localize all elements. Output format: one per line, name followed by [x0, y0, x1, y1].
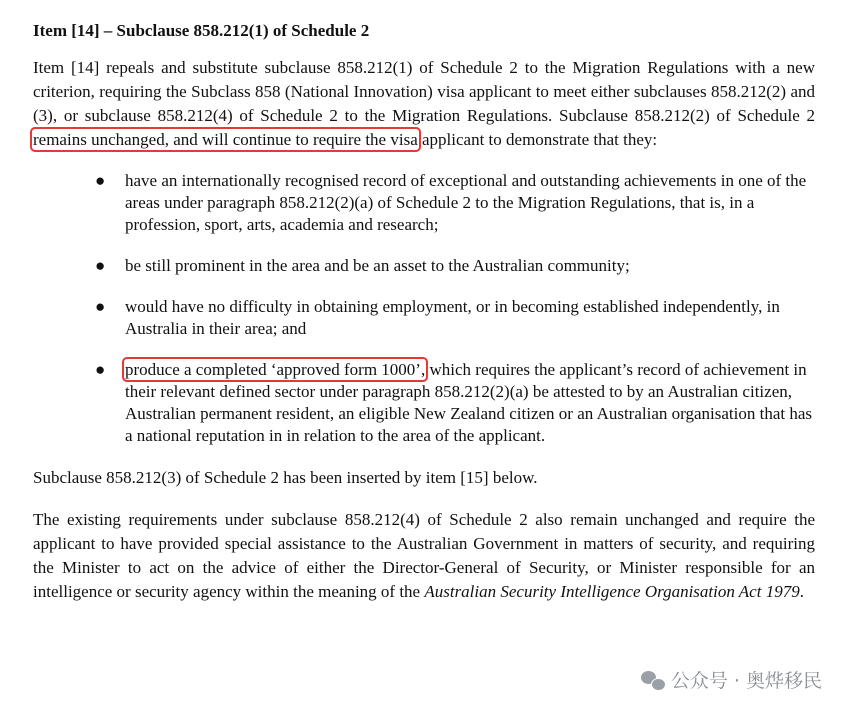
list-item [33, 255, 815, 277]
intro-text: Item [14] repeals and substitute subclause 858.212(1) of Schedule 2 to the Migration Regulations with a new criterion, requiring the Subclass 858 (National Innovation) visa applicant to meet either subclauses 858.212(2) and (3), or subclause 858.212(4) of Schedule 2 to the Migration Regulations. Subclause 858.212(2) of Schedule 2 [33, 58, 815, 125]
security-text: The existing requirements under subclause 858.212(4) of Schedule 2 also remain unchanged and require the applicant to have provided special assistance to the Australian Government in matters of security, and requiring the Minister to act on the advice of either the Director-General of Security, or Minister responsible for an intelligence or security agency within the meaning of the [33, 510, 815, 601]
section-heading: Item [14] – Subclause 858.212(1) of Schedule 2 [33, 21, 370, 40]
act-title: Australian Security Intelligence Organisation Act 1979 [424, 582, 800, 601]
document-page [33, 14, 815, 622]
list-item-text: would have no difficulty in obtaining employment, or in becoming established independently, in Australia in their area; and [125, 297, 780, 338]
list-item [33, 296, 815, 340]
bullet-icon: ● [95, 171, 106, 190]
highlight-box-form-1000: produce a completed ‘approved form 1000’, [125, 360, 426, 379]
list-item-text: have an internationally recognised record of exceptional and outstanding achievements in one of the areas under paragraph 858.212(2)(a) of Schedule 2 to the Migration Regulations, that is, in a profession, sport, arts, academia and research; [125, 171, 807, 234]
security-text-end: . [799, 582, 804, 601]
list-item [33, 359, 815, 447]
watermark-text: 公众号 · 奥烨移民 [670, 670, 822, 692]
security-paragraph [33, 508, 815, 604]
bullet-icon: ● [95, 297, 106, 316]
bullet-icon: ● [95, 256, 106, 275]
bullet-icon: ● [95, 360, 106, 379]
criteria-list [33, 170, 815, 447]
intro-paragraph [33, 56, 815, 152]
list-item [33, 170, 815, 236]
highlight-box-unchanged: remains unchanged, and will continue to require the visa [33, 130, 418, 149]
inserted-note-paragraph: Subclause 858.212(3) of Schedule 2 has been inserted by item [15] below. [33, 468, 538, 487]
wechat-icon [641, 670, 665, 690]
watermark [641, 666, 822, 693]
list-item-text: which requires the applicant’s record of achievement in their relevant defined sector under paragraph 858.212(2)(a) be attested to by an Australian citizen, Australian permanent resident, an eligible New Zealand citizen or an Australian organisation that has a national reputation in in relation to the area of the applicant. [125, 360, 813, 445]
list-item-text: be still prominent in the area and be an asset to the Australian community; [125, 256, 630, 275]
intro-text-end: applicant to demonstrate that they: [417, 130, 658, 149]
